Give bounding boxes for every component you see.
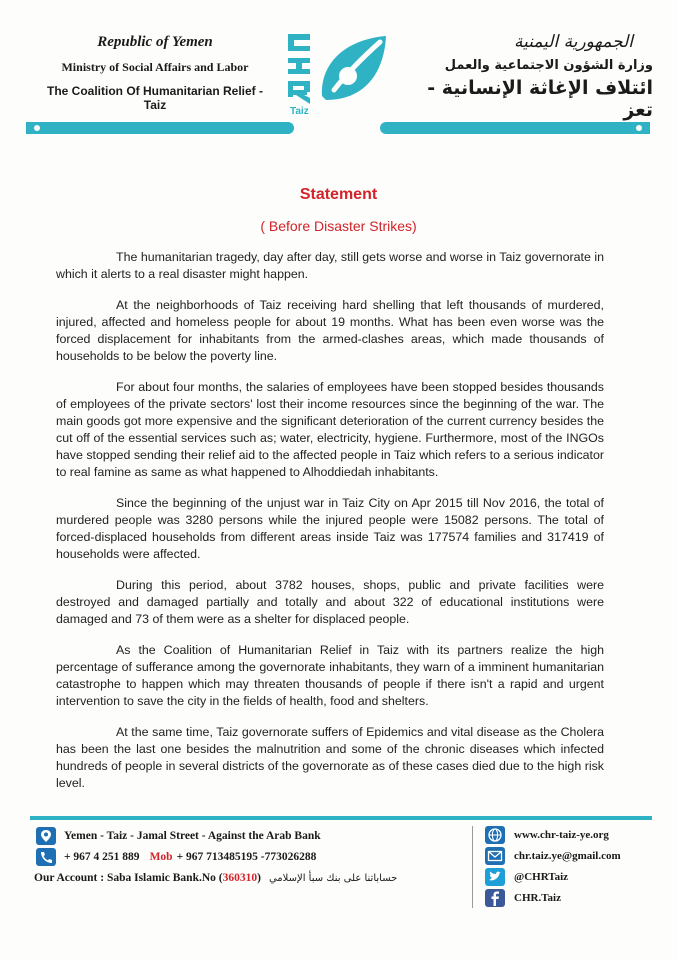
account-arabic: حساباتنا على بنك سبأ الإسلامي — [268, 872, 398, 884]
address-row — [34, 826, 464, 846]
logo-sub-label: Taiz — [290, 106, 309, 117]
header-rule-left — [26, 122, 294, 134]
arabic-ministry-name: وزارة الشؤون الاجتماعية والعمل — [444, 58, 653, 73]
paragraph: At the same time, Taiz governorate suffers of Epidemics and vital disease as the Cholera has been the last one besides the malnutrition and some of the chronic diseases which infected hundreds of people in several districts of the governorate as of these cases died due to the high risk level. — [56, 725, 604, 790]
footer-rule — [30, 816, 652, 820]
mobile-number[interactable]: + 967 713485195 -773026288 — [176, 851, 317, 863]
facebook-icon — [484, 889, 506, 907]
arabic-country-name: الجمهورية اليمنية — [513, 32, 633, 52]
twitter-row — [484, 866, 664, 887]
website-link[interactable]: www.chr-taiz-ye.org — [514, 828, 609, 841]
statement-title: Statement — [299, 186, 378, 203]
globe-icon — [484, 826, 506, 844]
phone-row — [34, 847, 464, 867]
account-close: ) — [257, 872, 261, 884]
account-row — [34, 868, 464, 888]
footer-divider — [472, 826, 473, 908]
paragraph: The humanitarian tragedy, day after day, still gets worse and worse in Taiz governorate in which it alerts to a real disaster might happen. — [56, 250, 604, 281]
location-pin-icon — [34, 827, 58, 845]
paragraph: During this period, about 3782 houses, shops, public and private facilities were destroyed and damaged partially and totally and about 322 of educational institutions were damaged and 73 of them were as a shelter for displaced people. — [56, 578, 604, 626]
country-name: Republic of Yemen — [97, 34, 213, 50]
facebook-page[interactable]: CHR.Taiz — [514, 891, 561, 904]
paragraph: For about four months, the salaries of employees have been stopped besides thousands of employees of the private sectors' lost their income resources since the beginning of the war. The main goods got more expensive and the significant deterioration of the current currency besides the cut off of the essential services such as; water, electricity, hygiene. Furthermore, most of the INGOs have stopped sending their relief aid to the affected people in Taiz which refers to a serious indicator to real famine as same as what happened to Alhoddiedah inhabitants. — [56, 380, 604, 479]
email-link[interactable]: chr.taiz.ye@gmail.com — [514, 849, 621, 862]
email-row — [484, 845, 664, 866]
footer-online — [484, 824, 664, 908]
paragraph: As the Coalition of Humanitarian Relief in Taiz with its partners realize the high percentage of sufferance among the governorate inhabitants, they warn of a imminent humanitarian catastrophe to happen which may threaten thousands of people if there isn't a rapid and urgent intervention to save the city in the fields of health, food and shelters. — [56, 643, 604, 708]
footer-contact — [34, 826, 464, 889]
arabic-organization-name: ائتلاف الإغاثة الإنسانية - تعز — [427, 77, 653, 121]
mail-icon — [484, 847, 506, 865]
paragraph: Since the beginning of the unjust war in Taiz City on Apr 2015 till Nov 2016, the total of murdered people was 3280 persons while the injured people were 15082 persons. The total of forced-displaced households from different areas inside Taiz was 177574 families and 317419 of households were affected. — [56, 496, 604, 561]
address-text: Yemen - Taiz - Jamal Street - Against the Arab Bank — [64, 830, 321, 842]
twitter-icon — [484, 868, 506, 886]
header-rule-right — [380, 122, 650, 134]
phone-number[interactable]: + 967 4 251 889 — [64, 851, 140, 863]
account-label: Our Account : Saba Islamic Bank.No ( — [34, 872, 223, 884]
mobile-label: Mob — [149, 851, 173, 863]
account-number: 360310 — [222, 872, 258, 884]
organization-name: The Coalition Of Humanitarian Relief - Taiz — [46, 84, 264, 112]
chr-logo — [282, 26, 402, 126]
statement-subtitle: ( Before Disaster Strikes) — [260, 218, 417, 234]
phone-icon — [34, 848, 58, 866]
website-row — [484, 824, 664, 845]
header-arabic — [403, 32, 653, 121]
ministry-name: Ministry of Social Affairs and Labor — [61, 60, 249, 74]
header-english — [40, 34, 270, 112]
paragraph: At the neighborhoods of Taiz receiving hard shelling that left thousands of murdered, injured, affected and homeless people for about 19 months. What has been even worse was the forced displacement for inhabitants from the armed-clashes areas, which made thousands of households to be below the poverty line. — [56, 298, 604, 363]
statement-body — [56, 249, 604, 806]
facebook-row — [484, 887, 664, 908]
twitter-handle[interactable]: @CHRTaiz — [514, 870, 569, 883]
